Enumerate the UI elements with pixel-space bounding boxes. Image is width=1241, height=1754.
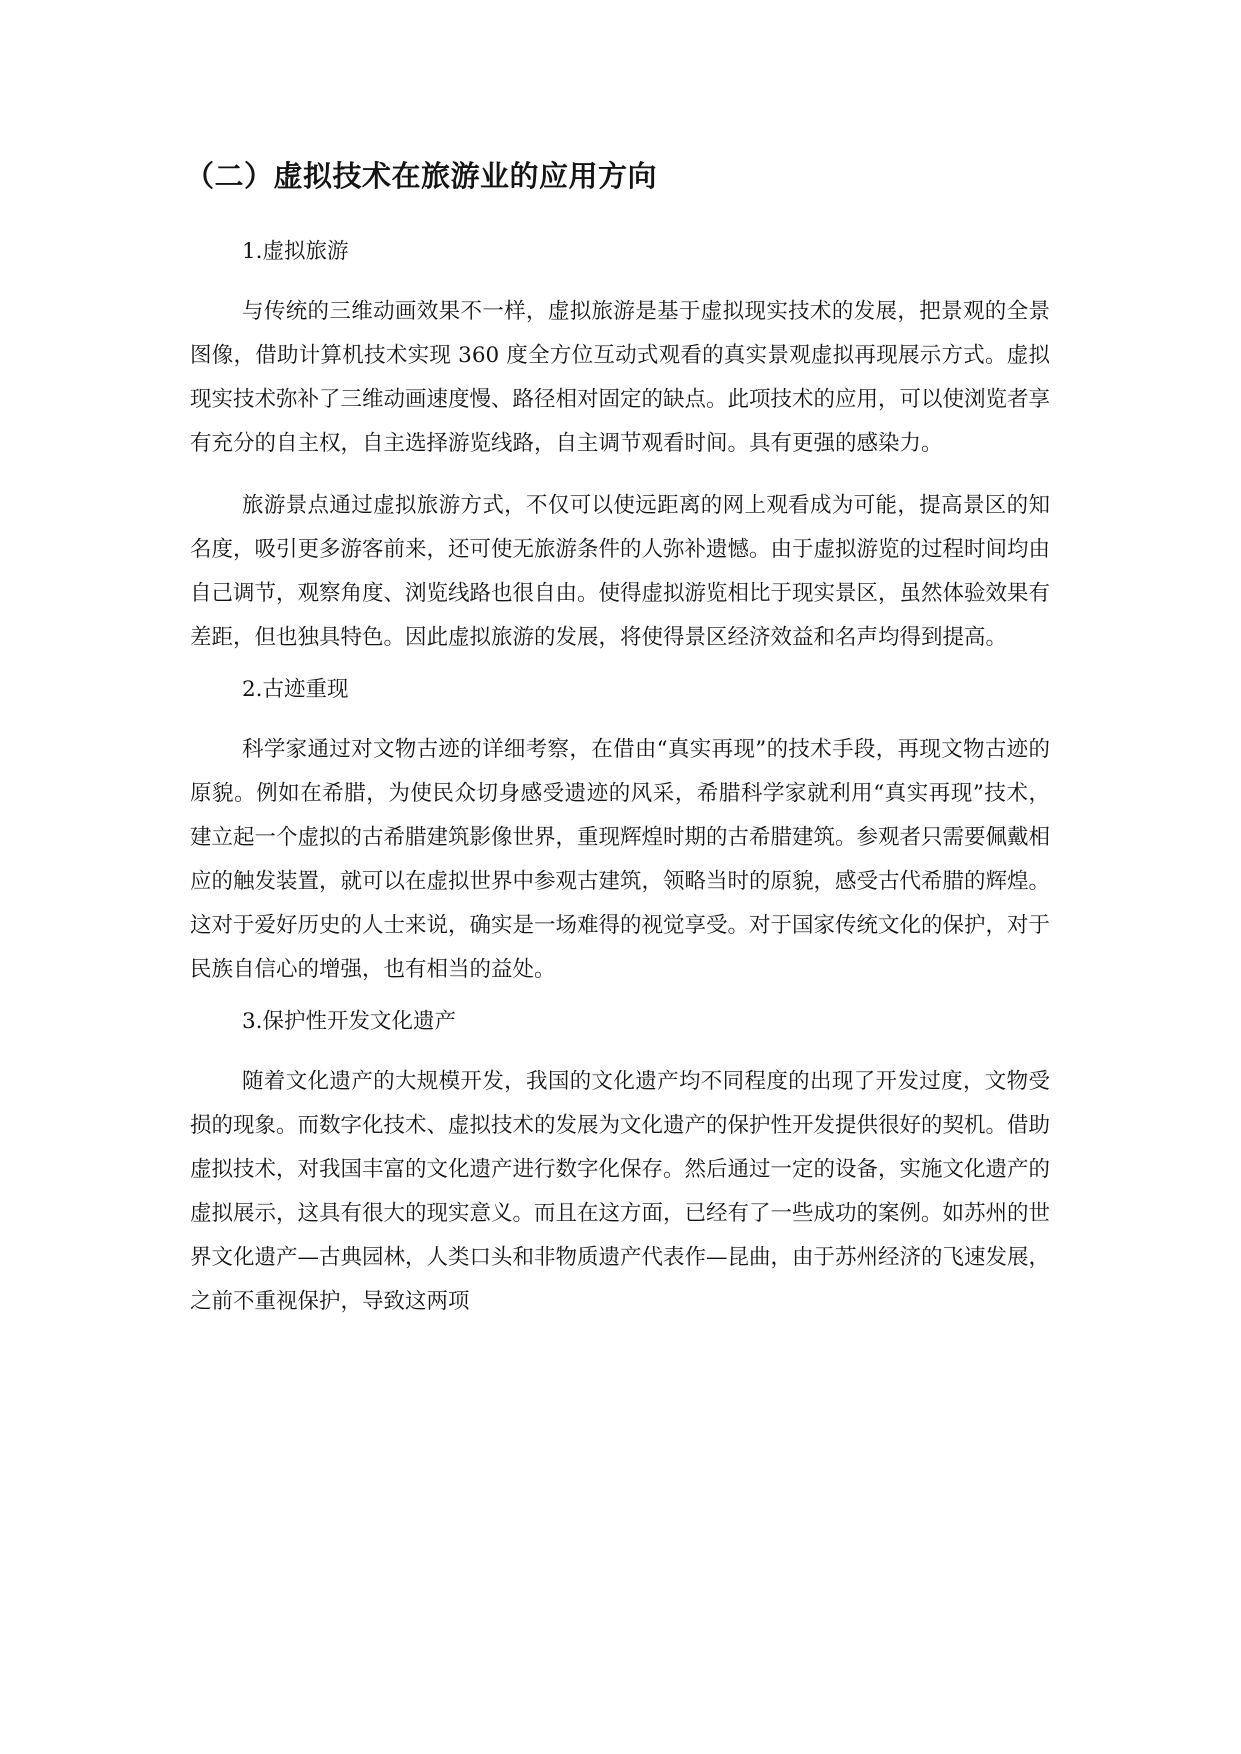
document-body bbox=[185, 156, 1051, 1324]
paragraph: 随着文化遗产的大规模开发，我国的文化遗产均不同程度的出现了开发过度，文物受损的现象。而数字化技术、虚拟技术的发展为文化遗产的保护性开发提供很好的契机。借助虚拟技术，对我国丰富的文化遗产进行数字化保存。然后通过一定的设备，实施文化遗产的虚拟展示，这具有很大的现实意义。而且在这方面，已经有了一些成功的案例。如苏州的世界文化遗产—古典园林，人类口头和非物质遗产代表作—昆曲，由于苏州经济的飞速发展，之前不重视保护，导致这两项 bbox=[190, 1069, 1051, 1314]
paragraph: 旅游景点通过虚拟旅游方式，不仅可以使远距离的网上观看成为可能，提高景区的知名度，吸引更多游客前来，还可使无旅游条件的人弥补遗憾。由于虚拟游览的过程时间均由自己调节，观察角度、浏览线路也很自由。使得虚拟游览相比于现实景区，虽然体验效果有差距，但也独具特色。因此虚拟旅游的发展，将使得景区经济效益和名声均得到提高。 bbox=[190, 493, 1051, 650]
section-heading: （二）虚拟技术在旅游业的应用方向 bbox=[185, 159, 658, 193]
paragraph: 与传统的三维动画效果不一样，虚拟旅游是基于虚拟现实技术的发展，把景观的全景图像，借助计算机技术实现 360 度全方位互动式观看的真实景观虚拟再现展示方式。虚拟现实技术弥补了三维动画速度慢、路径相对固定的缺点。此项技术的应用，可以使浏览者享有充分的自主权，自主选择游览线路，自主调节观看时间。具有更强的感染力。 bbox=[190, 299, 1051, 456]
subsection-title-heritage-reproduction: 2.古迹重现 bbox=[242, 677, 349, 702]
subsection-title-heritage-protection: 3.保护性开发文化遗产 bbox=[242, 1009, 457, 1034]
subsection-title-virtual-tourism: 1.虚拟旅游 bbox=[242, 239, 349, 264]
paragraph: 科学家通过对文物古迹的详细考察，在借由“真实再现”的技术手段，再现文物古迹的原貌。例如在希腊，为使民众切身感受遗迹的风采，希腊科学家就利用“真实再现”技术，建立起一个虚拟的古希腊建筑影像世界，重现辉煌时期的古希腊建筑。参观者只需要佩戴相应的触发装置，就可以在虚拟世界中参观古建筑，领略当时的原貌，感受古代希腊的辉煌。这对于爱好历史的人士来说，确实是一场难得的视觉享受。对于国家传统文化的保护，对于民族自信心的增强，也有相当的益处。 bbox=[190, 737, 1051, 982]
